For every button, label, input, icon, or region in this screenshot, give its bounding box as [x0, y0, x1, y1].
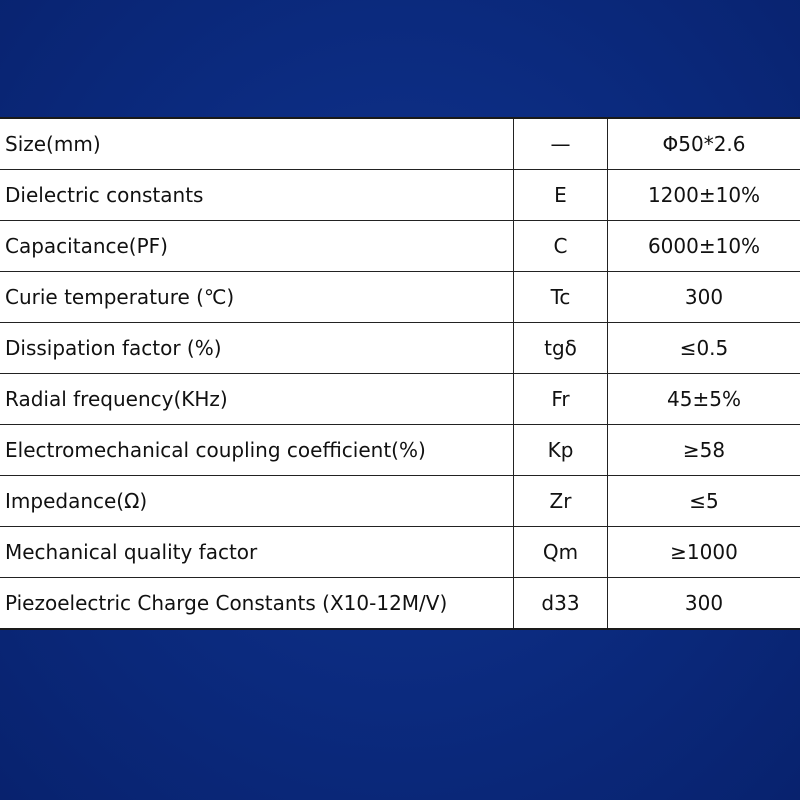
parameter-symbol: Kp: [514, 425, 608, 476]
parameter-value: ≤0.5: [608, 323, 800, 374]
parameter-name: Radial frequency(KHz): [0, 374, 514, 425]
parameter-symbol: Tc: [514, 272, 608, 323]
parameter-value: ≤5: [608, 476, 800, 527]
parameter-name: Electromechanical coupling coefficient(%): [0, 425, 514, 476]
table-row: [0, 476, 800, 527]
table-row: [0, 118, 800, 170]
table-row: [0, 527, 800, 578]
table-row: [0, 425, 800, 476]
parameter-name: Mechanical quality factor: [0, 527, 514, 578]
parameter-value: 300: [608, 272, 800, 323]
table-row: [0, 578, 800, 630]
parameter-value: 6000±10%: [608, 221, 800, 272]
table-row: [0, 374, 800, 425]
parameter-symbol: tgδ: [514, 323, 608, 374]
table-row: [0, 272, 800, 323]
parameter-name: Curie temperature (℃): [0, 272, 514, 323]
spec-table: [0, 117, 800, 630]
parameter-symbol: Fr: [514, 374, 608, 425]
parameter-name: Dissipation factor (%): [0, 323, 514, 374]
parameter-value: 1200±10%: [608, 170, 800, 221]
parameter-name: Capacitance(PF): [0, 221, 514, 272]
parameter-name: Size(mm): [0, 118, 514, 170]
table-row: [0, 221, 800, 272]
parameter-value: 45±5%: [608, 374, 800, 425]
parameter-symbol: Zr: [514, 476, 608, 527]
parameter-name: Piezoelectric Charge Constants (X10-12M/V): [0, 578, 514, 630]
parameter-symbol: —: [514, 118, 608, 170]
parameter-name: Impedance(Ω): [0, 476, 514, 527]
parameter-value: Φ50*2.6: [608, 118, 800, 170]
parameter-value: 300: [608, 578, 800, 630]
parameter-symbol: E: [514, 170, 608, 221]
parameter-symbol: Qm: [514, 527, 608, 578]
parameter-symbol: C: [514, 221, 608, 272]
parameter-value: ≥1000: [608, 527, 800, 578]
table-row: [0, 323, 800, 374]
parameter-value: ≥58: [608, 425, 800, 476]
table-row: [0, 170, 800, 221]
parameter-name: Dielectric constants: [0, 170, 514, 221]
parameter-symbol: d33: [514, 578, 608, 630]
